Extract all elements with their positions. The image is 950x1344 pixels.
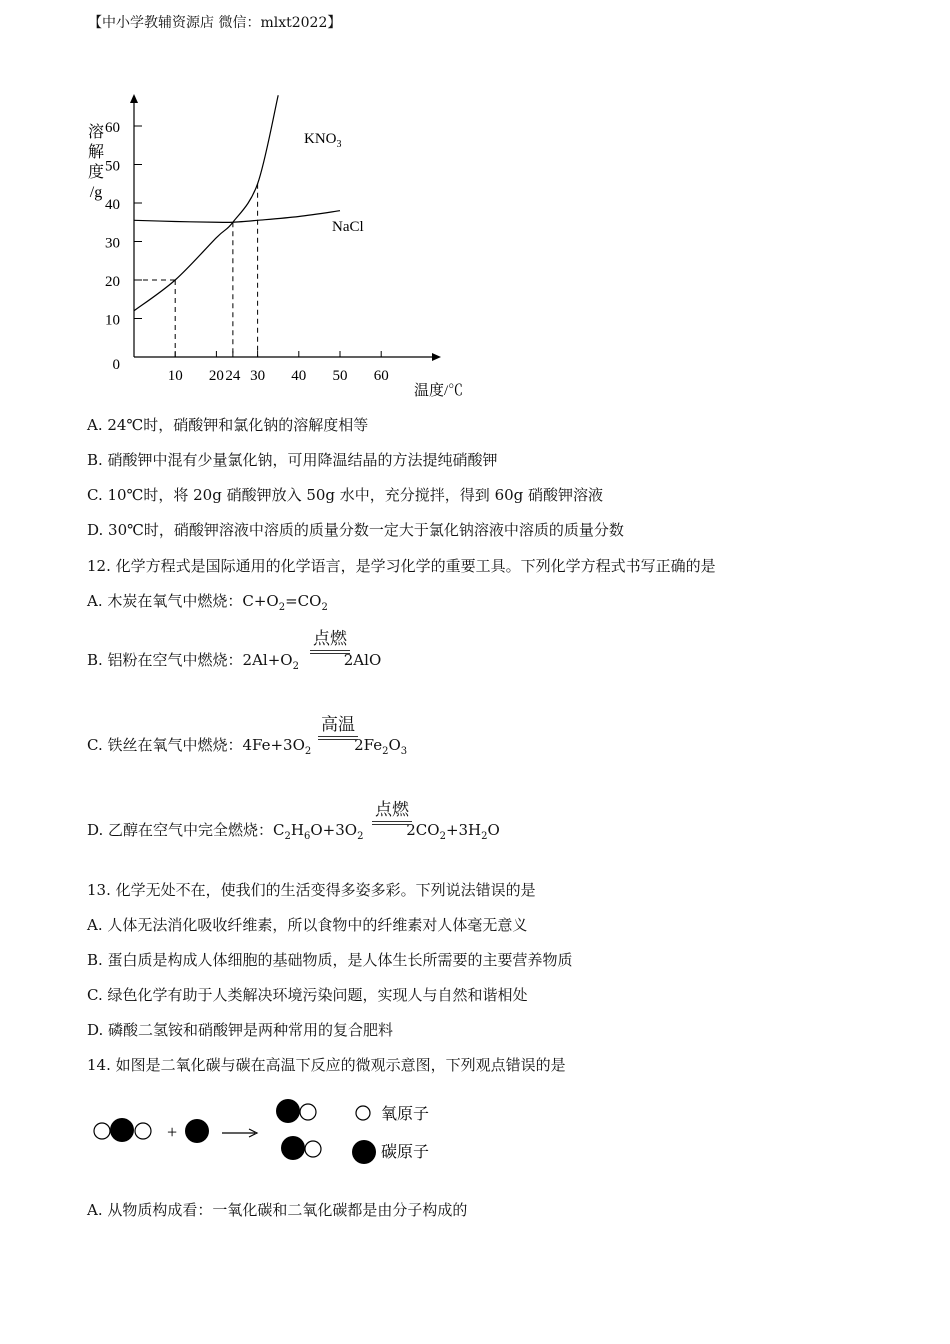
- x-tick-label: 20: [208, 368, 224, 384]
- carbon-atom: [185, 1119, 209, 1143]
- q12-option-d: [87, 820, 500, 847]
- q12-c-product: 2Fe: [354, 736, 383, 754]
- q12-a-mid: =CO: [285, 592, 322, 610]
- q12-d-ps1: 2: [439, 831, 446, 842]
- q12-c-sub: 2: [304, 746, 312, 757]
- chart-axes: [130, 94, 441, 361]
- y-axis-label: /g: [89, 184, 103, 201]
- q14-option-a: A. 从物质构成看：一氧化碳和二氧化碳都是由分子构成的: [87, 1201, 468, 1219]
- q12-a-sub2: 2: [321, 602, 328, 613]
- series-label-kno3: $KNO_3$: [304, 131, 342, 150]
- q12-d-s2: 6: [303, 831, 311, 842]
- q12-option-b: [87, 650, 381, 677]
- q12-b-product: 2AlO: [343, 651, 382, 669]
- x-tick-label: 30: [250, 368, 266, 384]
- q11-option-b: B. 硝酸钾中混有少量氯化钠，可用降温结晶的方法提纯硝酸钾: [87, 451, 498, 469]
- y-tick-label: 50: [105, 158, 120, 175]
- q13-option-d: D. 磷酸二氢铵和硝酸钾是两种常用的复合肥料: [87, 1021, 394, 1039]
- y-tick-label: 0: [112, 357, 120, 373]
- q12-c-condition: [318, 710, 358, 740]
- q12-a-sub1: 2: [278, 602, 286, 613]
- q13-option-a: A. 人体无法消化吸收纤维素，所以食物中的纤维素对人体毫无意义: [87, 916, 528, 934]
- q12-stem: 12. 化学方程式是国际通用的化学语言，是学习化学的重要工具。下列化学方程式书写正确的是: [87, 557, 716, 575]
- q12-c-pmid: O: [388, 736, 401, 754]
- x-tick-label: 10: [167, 368, 183, 384]
- q12-option-a: [87, 591, 328, 618]
- x-tick-label: 60: [373, 368, 389, 384]
- q11-option-a: A. 24℃时，硝酸钾和氯化钠的溶解度相等: [87, 416, 369, 434]
- q12-c-cond-text: 高温: [321, 715, 355, 735]
- q11-option-c: C. 10℃时，将 20g 硝酸钾放入 50g 水中，充分搅拌，得到 60g 硝酸钾溶液: [87, 486, 604, 504]
- x-axis-arrow: [432, 353, 441, 361]
- q13-stem: 13. 化学无处不在，使我们的生活变得多姿多彩。下列说法错误的是: [87, 881, 536, 899]
- y-tick-label: 60: [105, 120, 120, 136]
- chart-guides: [134, 184, 258, 357]
- q14-stem: 14. 如图是二氧化碳与碳在高温下反应的微观示意图，下列观点错误的是: [87, 1056, 566, 1074]
- x-tick-label: 40: [291, 368, 307, 384]
- arrow-icon: [222, 1129, 257, 1137]
- q12-option-c: [87, 735, 407, 762]
- q12-b-sub: 2: [292, 661, 299, 672]
- carbon-atom: [276, 1099, 300, 1123]
- q12-d-s3: 2: [357, 831, 364, 842]
- legend-oxygen-icon: [356, 1106, 370, 1120]
- oxygen-atom: [305, 1141, 321, 1157]
- series-label-kno3-sub: 3: [336, 139, 342, 150]
- q12-d-p2: +3H: [445, 821, 482, 839]
- series-label-nacl: NaCl: [332, 219, 364, 235]
- x-tick-label: 24: [225, 368, 241, 384]
- q12-d-cond-text: 点燃: [375, 800, 409, 820]
- q12-d-prefix: D. 乙醇在空气中完全燃烧：C: [87, 821, 285, 839]
- q12-a-text: A. 木炭在氧气中燃烧：C+O: [87, 592, 279, 610]
- plus-sign: +: [167, 1122, 178, 1142]
- q12-d-condition: [372, 795, 412, 825]
- q12-c-psub1: 2: [382, 746, 389, 757]
- oxygen-atom: [135, 1123, 151, 1139]
- q12-d-p1: 2CO: [406, 821, 440, 839]
- watermark-header: 【中小学教辅资源店 微信：mlxt2022】: [88, 15, 342, 31]
- y-axis-label: 溶: [87, 124, 105, 141]
- q12-d-m2: O+3O: [310, 821, 358, 839]
- reaction-diagram: [85, 1095, 445, 1170]
- q12-d-s1: 2: [284, 831, 291, 842]
- oxygen-atom: [300, 1104, 316, 1120]
- y-tick-label: 40: [105, 197, 120, 213]
- co-molecule: [276, 1099, 316, 1123]
- chart-curves: [134, 95, 340, 311]
- q12-d-m1: H: [290, 821, 304, 839]
- y-tick-label: 30: [105, 235, 120, 252]
- q12-c-prefix: C. 铁丝在氧气中燃烧：4Fe+3O: [87, 736, 305, 754]
- y-tick-label: 20: [105, 274, 120, 290]
- q13-option-b: B. 蛋白质是构成人体细胞的基础物质，是人体生长所需要的主要营养物质: [87, 951, 573, 969]
- legend-oxygen-label: 氧原子: [381, 1106, 430, 1123]
- q12-b-prefix: B. 铝粉在空气中燃烧：2Al+O: [87, 651, 293, 669]
- q13-option-c: C. 绿色化学有助于人类解决环境污染问题，实现人与自然和谐相处: [87, 986, 528, 1004]
- carbon-atom: [110, 1118, 134, 1142]
- q12-c-psub2: 3: [400, 746, 408, 757]
- x-tick-label: 50: [332, 368, 348, 384]
- q12-b-condition: [310, 624, 350, 654]
- co2-molecule: [94, 1118, 151, 1142]
- q12-d-ps2: 2: [481, 831, 488, 842]
- y-tick-label: 10: [105, 312, 120, 329]
- solubility-chart: [80, 70, 480, 405]
- series-line-kno3: [134, 95, 278, 311]
- q11-option-d: D. 30℃时，硝酸钾溶液中溶质的质量分数一定大于氯化钠溶液中溶质的质量分数: [87, 521, 624, 539]
- x-axis-label: 温度/℃: [414, 383, 464, 399]
- oxygen-atom: [94, 1123, 110, 1139]
- y-axis-arrow: [130, 94, 138, 103]
- q12-b-cond-text: 点燃: [313, 629, 347, 649]
- co-molecule: [281, 1136, 321, 1160]
- carbon-atom: [281, 1136, 305, 1160]
- legend-carbon-label: 碳原子: [381, 1144, 430, 1161]
- y-axis-label: 度: [87, 164, 105, 181]
- legend-carbon-icon: [352, 1140, 376, 1164]
- y-axis-label: 解: [87, 144, 105, 161]
- q12-d-p3: O: [487, 821, 500, 839]
